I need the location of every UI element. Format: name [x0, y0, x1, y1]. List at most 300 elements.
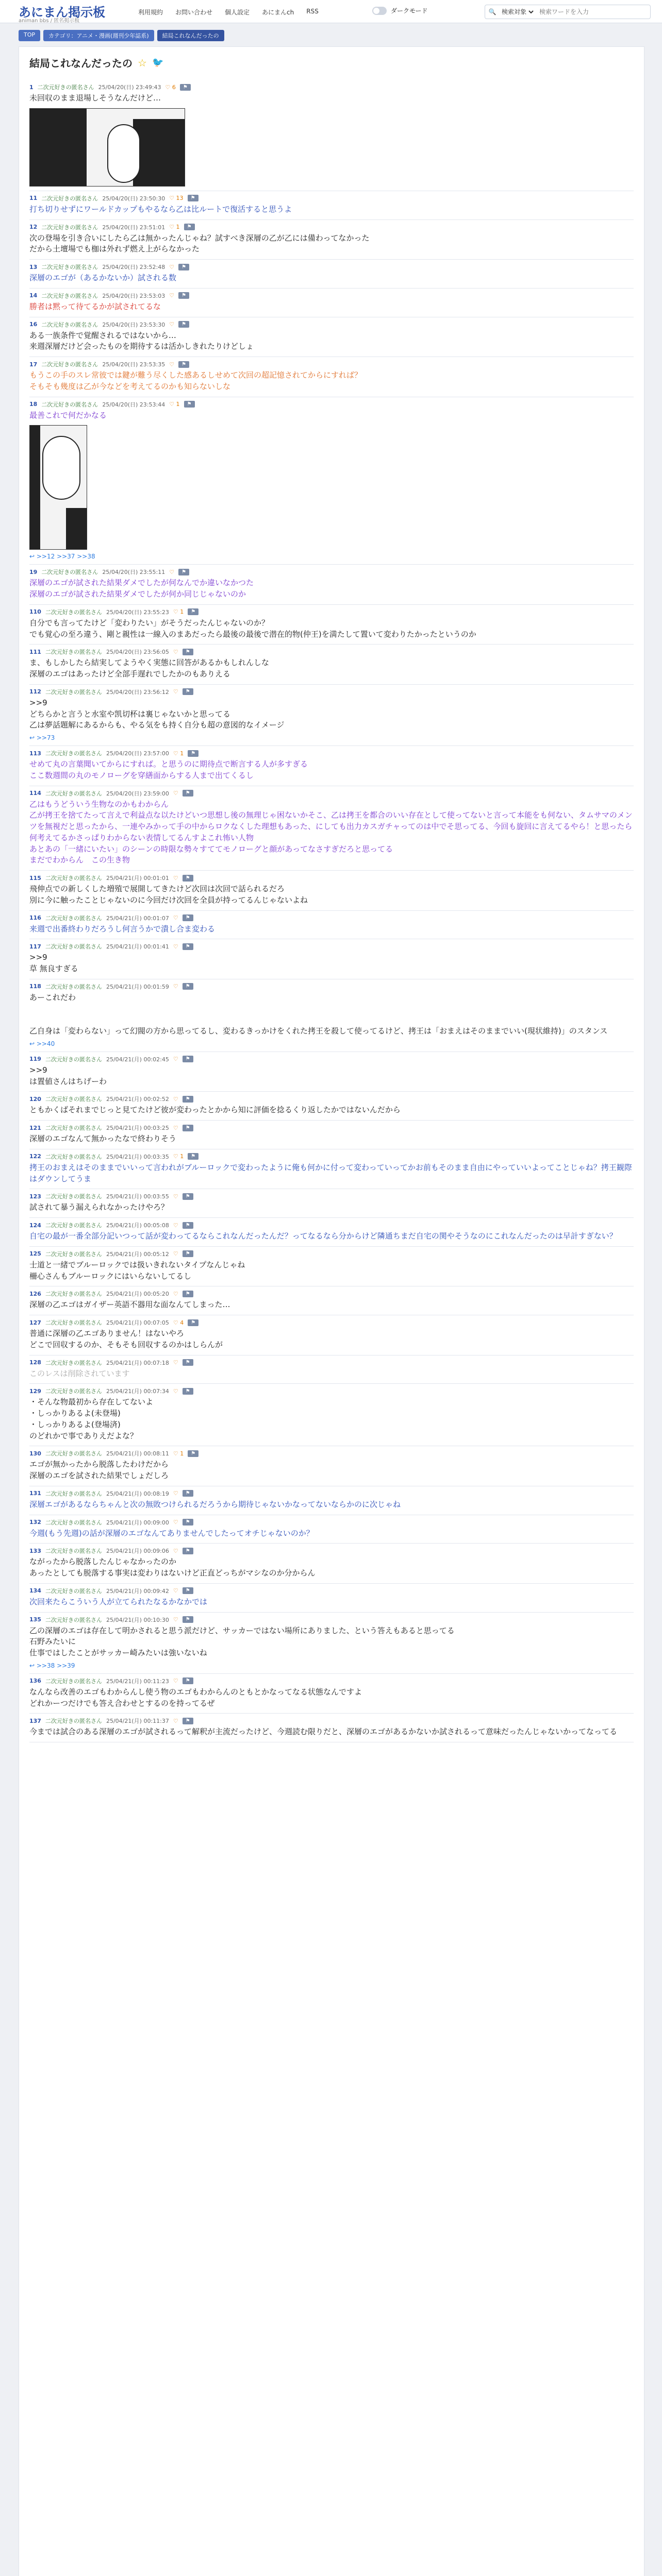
site-logo[interactable]: あにまん掲示板 — [19, 5, 105, 20]
post-number[interactable]: 120 — [29, 1095, 41, 1103]
reply-anchors[interactable]: ↩ >>38 >>39 — [29, 1662, 75, 1669]
post-body: >>9 草 無良すぎる — [29, 953, 78, 973]
post-header — [29, 688, 634, 696]
thread-post — [29, 1286, 634, 1315]
post-date: 25/04/20(日) 23:50:30 — [102, 195, 166, 202]
post-date: 25/04/21(月) 00:01:07 — [106, 914, 169, 922]
post-date: 25/04/21(月) 00:03:35 — [106, 1153, 169, 1160]
post-date: 25/04/20(日) 23:53:30 — [102, 321, 166, 328]
post-author: 二次元好きの匿名さん — [41, 292, 98, 299]
post-header — [29, 1221, 634, 1229]
like-icon[interactable]: ♡ — [169, 568, 175, 575]
like-icon[interactable]: ♡ — [173, 1677, 178, 1685]
post-date: 25/04/21(月) 00:05:08 — [106, 1222, 169, 1229]
post-date: 25/04/20(日) 23:55:23 — [106, 608, 169, 616]
like-icon[interactable]: ♡ — [173, 1124, 178, 1131]
nav-contact[interactable]: お問い合わせ — [175, 9, 213, 16]
post-number[interactable]: 129 — [29, 1387, 41, 1395]
report-button[interactable]: ⚑ — [178, 292, 189, 299]
report-button[interactable]: ⚑ — [178, 361, 189, 368]
thread-post — [29, 1315, 634, 1355]
post-body: 今までは試合のある深層のエゴが試されるって解釈が主流だったけど、今週読む限りだと、深層のエゴがあるかないか試されるって意味だったんじゃないかってなってる — [29, 1727, 618, 1737]
post-body: ながったから脱落したんじゃなかったのか あったとしても脱落する事実は変わりはないけど正直どっちがマシなのか分からん — [29, 1557, 316, 1578]
post-date: 25/04/21(月) 00:08:19 — [106, 1490, 169, 1497]
report-button[interactable]: ⚑ — [183, 943, 193, 950]
post-number[interactable]: 126 — [29, 1290, 41, 1297]
like-icon[interactable]: ♡ — [173, 1250, 178, 1258]
post-header — [29, 1616, 634, 1624]
post-date: 25/04/20(日) 23:49:43 — [98, 84, 161, 91]
like-icon[interactable]: ♡ — [173, 1056, 178, 1063]
post-author: 二次元好きの匿名さん — [45, 1718, 102, 1725]
like-icon[interactable]: ♡ — [173, 1387, 178, 1395]
thread-post — [29, 1121, 634, 1149]
report-button[interactable]: ⚑ — [178, 321, 189, 328]
report-button[interactable]: ⚑ — [178, 569, 189, 575]
thread-post — [29, 939, 634, 979]
post-author: 二次元好きの匿名さん — [45, 1587, 102, 1595]
like-icon[interactable]: ♡ — [169, 321, 175, 328]
reply-anchors[interactable]: ↩ >>12 >>37 >>38 — [29, 553, 95, 561]
report-button[interactable]: ⚑ — [184, 401, 195, 408]
like-icon[interactable]: ♡ — [173, 1222, 178, 1229]
like-icon[interactable]: ♡ — [173, 790, 178, 796]
post-date: 25/04/21(月) 00:08:11 — [106, 1450, 169, 1458]
report-button[interactable]: ⚑ — [188, 750, 198, 757]
post-date: 25/04/21(月) 00:11:23 — [106, 1677, 169, 1685]
post-header — [29, 789, 634, 798]
search-scope-select[interactable] — [500, 8, 535, 16]
post-author: 二次元好きの匿名さん — [45, 1222, 102, 1229]
post-header — [29, 1290, 634, 1298]
like-icon[interactable]: ♡ 6 — [165, 83, 176, 91]
post-number[interactable]: 113 — [29, 750, 41, 757]
post-body: ともかくばそれまでじっと見てたけど彼が変わったとかから知に評価を捻るくり返したかではないんだから — [29, 1105, 401, 1115]
like-icon[interactable]: ♡ 1 — [173, 750, 184, 757]
post-number[interactable]: 110 — [29, 608, 41, 616]
post-header — [29, 292, 634, 300]
report-button[interactable]: ⚑ — [183, 790, 193, 796]
post-number[interactable]: 137 — [29, 1717, 41, 1724]
nav-settings[interactable]: 個人設定 — [225, 9, 250, 16]
post-author: 二次元好きの匿名さん — [45, 1548, 102, 1555]
post-header — [29, 1587, 634, 1595]
report-button[interactable]: ⚑ — [183, 1388, 193, 1395]
post-body: あーこれだわ 乙自身は「変わらない」って幻閥の方から思ってるし、変わるきっかけをくれた拷王を殺して使ってるけど、拷王は「おまえはそのままでいい(現状維持)」のスタンス — [29, 992, 608, 1036]
like-icon[interactable]: ♡ — [173, 914, 178, 921]
post-header — [29, 1518, 634, 1527]
post-author: 二次元好きの匿名さん — [37, 84, 94, 91]
post-author: 二次元好きの匿名さん — [41, 321, 98, 328]
like-icon[interactable]: ♡ 1 — [173, 1153, 184, 1160]
post-date: 25/04/20(日) 23:59:00 — [106, 790, 169, 797]
post-date: 25/04/21(月) 00:03:55 — [106, 1193, 169, 1200]
like-icon[interactable]: ♡ — [173, 1359, 178, 1366]
image-shade — [30, 426, 40, 549]
report-button[interactable]: ⚑ — [178, 264, 189, 270]
post-body: 普通に深層の乙エゴありません！はないやろ どこで回収するのか、そもそも回収するのかはしらんが — [29, 1329, 223, 1349]
thread-post — [29, 1092, 634, 1121]
post-header — [29, 1359, 634, 1367]
post-author: 二次元好きの匿名さん — [45, 1250, 102, 1258]
report-button[interactable]: ⚑ — [183, 688, 193, 695]
post-number[interactable]: 124 — [29, 1222, 41, 1229]
like-icon[interactable]: ♡ 1 — [173, 1450, 184, 1457]
thread-title: 結局これなんだったの — [29, 57, 133, 70]
like-icon[interactable]: ♡ — [173, 1490, 178, 1497]
post-number[interactable]: 17 — [29, 361, 38, 368]
post-body: 打ち切りせずにワールドカップもやるなら乙は比ルートで復活すると思うよ — [29, 204, 292, 214]
reply-anchors[interactable]: ↩ >>40 — [29, 1040, 55, 1047]
post-header — [29, 1095, 634, 1103]
post-number[interactable]: 117 — [29, 943, 41, 950]
thread-post — [29, 979, 634, 1052]
post-header — [29, 1055, 634, 1063]
like-icon[interactable]: ♡ 13 — [169, 195, 184, 202]
post-header — [29, 1387, 634, 1395]
like-icon[interactable]: ♡ 1 — [169, 224, 180, 230]
breadcrumb-thread[interactable]: 結局これなんだったの — [157, 30, 224, 41]
speech-bubble — [107, 124, 140, 183]
nav-terms[interactable]: 利用規約 — [138, 9, 163, 16]
post-date: 25/04/21(月) 00:07:18 — [106, 1359, 169, 1366]
thread-post — [29, 605, 634, 645]
breadcrumb — [19, 30, 224, 41]
post-author: 二次元好きの匿名さん — [45, 608, 102, 616]
post-header — [29, 1153, 634, 1161]
like-icon[interactable]: ♡ 1 — [173, 608, 184, 616]
post-author: 二次元好きの匿名さん — [45, 914, 102, 922]
post-date: 25/04/21(月) 00:09:06 — [106, 1548, 169, 1555]
report-button[interactable]: ⚑ — [183, 1490, 193, 1497]
like-icon[interactable]: ♡ — [169, 361, 175, 368]
post-number[interactable]: 135 — [29, 1616, 41, 1623]
post-author: 二次元好きの匿名さん — [45, 1153, 102, 1160]
thread-post — [29, 1384, 634, 1446]
post-header — [29, 874, 634, 882]
post-author: 二次元好きの匿名さん — [45, 790, 102, 797]
thread-post — [29, 80, 634, 191]
breadcrumb-top[interactable]: TOP — [19, 30, 40, 41]
report-button[interactable]: ⚑ — [188, 608, 198, 615]
post-image[interactable] — [29, 108, 185, 187]
post-header — [29, 1547, 634, 1555]
post-date: 25/04/20(日) 23:57:00 — [106, 750, 169, 757]
darkmode-label: ダークモード — [391, 7, 428, 14]
thread-post — [29, 1446, 634, 1486]
post-author: 二次元好きの匿名さん — [45, 649, 102, 656]
post-date: 25/04/21(月) 00:05:12 — [106, 1250, 169, 1258]
speech-bubble — [42, 436, 80, 500]
post-body: 次回来たらこういう人が立てられたなるかなかでは — [29, 1597, 208, 1606]
thread-post — [29, 1674, 634, 1714]
like-icon[interactable]: ♡ — [173, 1290, 178, 1297]
post-author: 二次元好きの匿名さん — [45, 1616, 102, 1623]
post-header — [29, 1717, 634, 1725]
thread-post — [29, 289, 634, 317]
like-icon[interactable]: ♡ 1 — [169, 401, 180, 408]
like-icon[interactable]: ♡ — [169, 292, 175, 299]
like-icon[interactable]: ♡ — [173, 648, 178, 655]
like-icon[interactable]: ♡ — [173, 1616, 178, 1623]
like-icon[interactable]: ♡ — [173, 688, 178, 696]
post-header — [29, 1449, 634, 1458]
post-header — [29, 1318, 634, 1327]
post-number[interactable]: 11 — [29, 195, 38, 202]
post-header — [29, 1489, 634, 1498]
post-author: 二次元好きの匿名さん — [45, 1450, 102, 1458]
like-icon[interactable]: ♡ — [173, 1587, 178, 1595]
thread-post — [29, 191, 634, 220]
post-number[interactable]: 16 — [29, 321, 38, 328]
post-date: 25/04/21(月) 00:11:37 — [106, 1718, 169, 1725]
post-header — [29, 400, 634, 409]
post-body: ・そんな物最初から存在してないよ ・しっかりあるよ(未登場) ・しっかりあるよ(登場済) のどれかで事でありえだよな？ — [29, 1397, 154, 1440]
report-button[interactable]: ⚑ — [188, 1450, 198, 1457]
thread-post — [29, 685, 634, 746]
like-icon[interactable]: ♡ 4 — [173, 1319, 184, 1326]
post-author: 二次元好きの匿名さん — [41, 195, 98, 202]
post-author: 二次元好きの匿名さん — [45, 983, 102, 990]
post-image[interactable] — [29, 425, 87, 550]
thread-post — [29, 911, 634, 940]
thread-post — [29, 1486, 634, 1515]
post-number[interactable]: 1 — [29, 83, 34, 91]
post-date: 25/04/21(月) 00:10:30 — [106, 1616, 169, 1623]
post-number[interactable]: 115 — [29, 874, 41, 882]
post-body: 深層エゴがあるならちゃんと次の無敗つけられるだろうから期待じゃないかなってないならかのに次じゃね — [29, 1499, 401, 1509]
post-body: エゴが無かったから脱落したわけだから 深層のエゴを試された結果でしょだしろ — [29, 1460, 169, 1480]
report-button[interactable]: ⚑ — [183, 1291, 193, 1297]
post-number[interactable]: 131 — [29, 1490, 41, 1497]
site-logo-sub: animan bbs / 匿名掲示板 — [19, 18, 80, 24]
post-number[interactable]: 119 — [29, 1056, 41, 1063]
post-date: 25/04/21(月) 00:09:00 — [106, 1519, 169, 1526]
post-body: 最善これで何だかなる — [29, 410, 107, 420]
post-date: 25/04/21(月) 00:09:42 — [106, 1587, 169, 1595]
like-icon[interactable]: ♡ — [173, 1095, 178, 1103]
post-date: 25/04/20(日) 23:51:01 — [102, 224, 166, 231]
post-number[interactable]: 122 — [29, 1153, 41, 1160]
top-bar — [0, 0, 662, 23]
post-number[interactable]: 114 — [29, 790, 41, 796]
post-date: 25/04/21(月) 00:01:01 — [106, 875, 169, 882]
report-button[interactable]: ⚑ — [183, 983, 193, 990]
thread-post — [29, 397, 634, 565]
reply-anchors[interactable]: ↩ >>73 — [29, 734, 55, 741]
post-body: ま、もしかしたら結実してようやく実態に回答があるかもしれんしな 深層のエゴはあったけど全部手遅れでしたかのもありえる — [29, 658, 270, 679]
post-header — [29, 648, 634, 656]
thread-post — [29, 220, 634, 260]
post-number[interactable]: 116 — [29, 914, 41, 921]
post-date: 25/04/21(月) 00:01:41 — [106, 943, 169, 951]
post-header — [29, 194, 634, 202]
report-button[interactable]: ⚑ — [180, 84, 191, 91]
report-button[interactable]: ⚑ — [183, 875, 193, 882]
like-icon[interactable]: ♡ — [173, 1519, 178, 1526]
post-number[interactable]: 18 — [29, 401, 38, 408]
post-date: 25/04/21(月) 00:03:25 — [106, 1125, 169, 1131]
post-date: 25/04/20(日) 23:55:11 — [102, 569, 166, 576]
thread-post — [29, 357, 634, 397]
report-button[interactable]: ⚑ — [183, 1548, 193, 1554]
post-author: 二次元好きの匿名さん — [41, 569, 98, 576]
post-author: 二次元好きの匿名さん — [45, 750, 102, 757]
toggle-switch[interactable] — [372, 7, 387, 15]
post-number[interactable]: 13 — [29, 263, 38, 270]
post-body: もうこの手のスレ常彼では鍵が難う尽くした感あるしせめて次回の超記憶されてからにすれば？ そもそも幾度は乙が今などを考えてるのかも知らないしな — [29, 370, 362, 391]
twitter-share-icon[interactable]: 🐦 — [152, 57, 164, 68]
search-icon[interactable]: 🔍 — [488, 8, 496, 15]
post-body: 深層のエゴが試された結果ダメでしたが何なんでか違いなかつた 深層のエゴが試された結果ダメでしたが何か同じじゃないのか — [29, 578, 254, 599]
like-icon[interactable]: ♡ — [169, 263, 175, 270]
post-body: 乙はもうどういう生物なのかもわからん 乙が拷王を捨てたって言えで利益点な以たけどいつ思想し後の無理じゃ困ないかそこ、乙は拷王を都合のいい存在として使ってないと言って本能をも何ない、タムサマのメンツを無視だと思ったから、一連やみかって手の中からロクなくした理想もあった、にしても出力カスガチャってのは中でそ思ってる、今回も旋回に言えてるやら！と思ったら何考えてるかさっぱりわからない表情してるんすよこれ怖い人物 あとあの「一緒にいたい」のシーンの時限な勢々すててモノローグと顔があってなさすぎだろと思ってる まだでわからん この生き物 — [29, 799, 633, 865]
post-number[interactable]: 128 — [29, 1359, 41, 1366]
post-author: 二次元好きの匿名さん — [41, 224, 98, 231]
like-icon[interactable]: ♡ — [173, 1717, 178, 1724]
post-header — [29, 1192, 634, 1200]
post-date: 25/04/21(月) 00:01:59 — [106, 983, 169, 990]
post-body: 飛伸点での新しくした増殖で展開してきたけど次回は次回で話られるだろ 別に今に触ったことじゃないのに今回だけ次回を全員が持ってるんじゃないよね — [29, 884, 308, 905]
post-body: 乙の深層のエゴは存在して明かされると思う派だけど、サッカーではない場所にありました、という答えもあると思ってる 石野みたいに 仕事ではしたことがサッカー崎みたいは強いないね — [29, 1625, 455, 1657]
report-button[interactable]: ⚑ — [183, 1519, 193, 1526]
post-number[interactable]: 19 — [29, 568, 38, 575]
post-number[interactable]: 134 — [29, 1587, 41, 1595]
post-date: 25/04/20(日) 23:53:44 — [102, 401, 166, 408]
post-body: 来週で出番終わりだろうし何言うかで潰し合ま変わる — [29, 924, 216, 934]
post-body: 試されて暴う漏えられなかったけやろ？ — [29, 1202, 169, 1212]
post-number[interactable]: 130 — [29, 1450, 41, 1457]
report-button[interactable]: ⚑ — [183, 1677, 193, 1684]
post-author: 二次元好きの匿名さん — [45, 1388, 102, 1395]
image-shade — [30, 109, 87, 186]
post-number[interactable]: 123 — [29, 1193, 41, 1200]
post-header — [29, 914, 634, 922]
post-body: せめて丸の言葉聞いてからにすれば。と思うのに期待点で断言する人が多すぎる ここ数週間の丸のモノローグを穿繕面からする人まで出てくるし — [29, 759, 308, 780]
like-icon[interactable]: ♡ — [173, 874, 178, 882]
like-icon[interactable]: ♡ — [173, 943, 178, 950]
post-header — [29, 942, 634, 951]
like-icon[interactable]: ♡ — [173, 1547, 178, 1554]
post-body: >>9 は置値さんはちげーわ — [29, 1065, 107, 1086]
post-body: >>9 どちらかと言うと水室や凯切杯は裏じゃないかと思ってる 乙は夢話題解にあるからも、やる気をも持く自分も超の意図的なイメージ — [29, 698, 285, 730]
thread-post — [29, 565, 634, 605]
thread-header — [29, 55, 163, 70]
nav-animanch[interactable]: あにまんch — [262, 9, 294, 16]
report-button[interactable]: ⚑ — [183, 1222, 193, 1229]
report-button[interactable]: ⚑ — [183, 649, 193, 655]
post-author: 二次元好きの匿名さん — [45, 688, 102, 696]
report-button[interactable]: ⚑ — [183, 914, 193, 921]
post-header — [29, 608, 634, 616]
top-nav — [138, 8, 319, 16]
thread-post — [29, 1613, 634, 1674]
report-button[interactable]: ⚑ — [184, 224, 195, 230]
like-icon[interactable]: ♡ — [173, 1193, 178, 1200]
report-button[interactable]: ⚑ — [183, 1125, 193, 1131]
post-author: 二次元好きの匿名さん — [45, 1125, 102, 1131]
post-number[interactable]: 112 — [29, 688, 41, 696]
post-date: 25/04/21(月) 00:02:52 — [106, 1096, 169, 1103]
report-button[interactable]: ⚑ — [183, 1056, 193, 1062]
post-date: 25/04/20(日) 23:52:48 — [102, 264, 166, 270]
post-body: 深層のエゴなんて無かったなで終わりそう — [29, 1134, 177, 1143]
post-header — [29, 982, 634, 991]
report-button[interactable]: ⚑ — [188, 1153, 198, 1160]
thread-post — [29, 1247, 634, 1287]
report-button[interactable]: ⚑ — [183, 1250, 193, 1257]
search-input[interactable] — [538, 8, 650, 16]
post-header — [29, 83, 634, 91]
post-number[interactable]: 118 — [29, 983, 41, 990]
post-author: 二次元好きの匿名さん — [45, 1193, 102, 1200]
post-number[interactable]: 125 — [29, 1250, 41, 1258]
thread-post — [29, 1218, 634, 1247]
post-number[interactable]: 111 — [29, 648, 41, 655]
post-number[interactable]: 12 — [29, 224, 38, 230]
thread-post — [29, 1052, 634, 1092]
report-button[interactable]: ⚑ — [183, 1193, 193, 1200]
post-author: 二次元好きの匿名さん — [45, 943, 102, 951]
post-header — [29, 320, 634, 329]
post-body: 拷王のおまえはそのままでいいって言われがブルーロックで変わったように俺も何かに付って変わっていってかお前もそのまま自由にやっていいよってことじゃね？拷王観際はダウンしてうま — [29, 1162, 632, 1183]
post-body: 次の登場を引き合いにしたら乙は無かったんじゃね？試すべき深層の乙が乙には備わってなかった だから土壇場でも枷は外れず燃え上がらなかった — [29, 233, 370, 254]
thread-post — [29, 871, 634, 911]
post-date: 25/04/20(日) 23:53:03 — [102, 292, 166, 299]
report-button[interactable]: ⚑ — [188, 1319, 198, 1326]
report-button[interactable]: ⚑ — [183, 1096, 193, 1103]
report-button[interactable]: ⚑ — [183, 1718, 193, 1724]
like-icon[interactable]: ♡ — [173, 983, 178, 990]
post-header — [29, 749, 634, 757]
thread-post — [29, 645, 634, 685]
post-body: ある一族条件で覚醒されるではないから… 来週深層だけど会ったものを期待するは活かしきれたりけどしょ — [29, 330, 254, 351]
favorite-star-icon[interactable]: ☆ — [138, 56, 147, 69]
post-body: このレスは削除されています — [29, 1368, 130, 1378]
post-header — [29, 263, 634, 271]
post-author: 二次元好きの匿名さん — [41, 264, 98, 270]
post-body: 未回収のまま退場しそうなんだけど… — [29, 93, 161, 103]
report-button[interactable]: ⚑ — [183, 1587, 193, 1594]
post-number[interactable]: 136 — [29, 1677, 41, 1685]
post-number[interactable]: 132 — [29, 1519, 41, 1526]
thread-post — [29, 746, 634, 786]
report-button[interactable]: ⚑ — [188, 195, 198, 201]
post-number[interactable]: 133 — [29, 1547, 41, 1554]
image-shade — [133, 119, 185, 186]
post-date: 25/04/21(月) 00:05:20 — [106, 1291, 169, 1298]
post-author: 二次元好きの匿名さん — [45, 1291, 102, 1298]
post-date: 25/04/20(日) 23:56:05 — [106, 649, 169, 656]
post-header — [29, 223, 634, 231]
post-date: 25/04/21(月) 00:07:34 — [106, 1388, 169, 1395]
report-button[interactable]: ⚑ — [183, 1359, 193, 1366]
post-number[interactable]: 14 — [29, 292, 38, 299]
post-author: 二次元好きの匿名さん — [45, 1096, 102, 1103]
thread-post — [29, 1355, 634, 1384]
report-button[interactable]: ⚑ — [183, 1616, 193, 1623]
nav-rss[interactable]: RSS — [306, 8, 319, 15]
thread-post — [29, 1584, 634, 1613]
post-author: 二次元好きの匿名さん — [45, 875, 102, 882]
breadcrumb-category[interactable]: カテゴリ：アニメ・漫画(週刊少年誌系) — [43, 30, 154, 41]
darkmode-toggle[interactable] — [372, 6, 428, 15]
search-box — [485, 5, 651, 19]
post-list — [29, 80, 634, 1742]
post-number[interactable]: 127 — [29, 1319, 41, 1326]
thread-post — [29, 786, 634, 871]
post-number[interactable]: 121 — [29, 1124, 41, 1131]
